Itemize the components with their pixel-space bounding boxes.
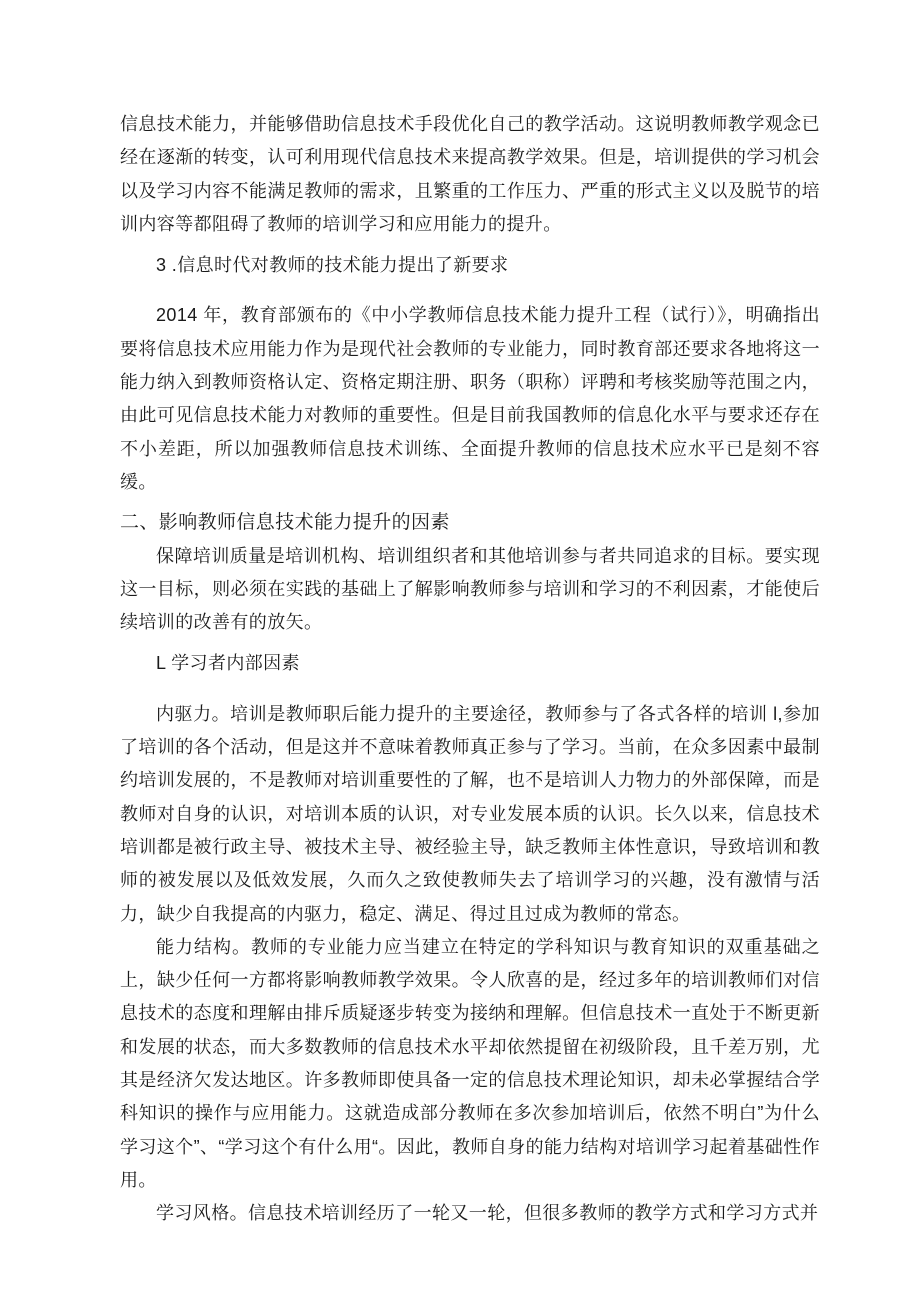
paragraph-2014-policy: 2014 年，教育部颁布的《中小学教师信息技术能力提升工程（试行）》，明确指出要将信息技术应用能力作为是现代社会教师的专业能力，同时教育部还要求各地将这一能力纳入到教师资格认定、资格定期注册、职务（职称）评聘和考核奖励等范围之内，由此可见信息技术能力对教师的重要性。但是目前我国教师的信息化水平与要求还存在不小差距，所以加强教师信息技术训练、全面提升教师的信息技术应水平已是刻不容缓。 <box>120 305 820 492</box>
paragraph-learning-style: 学习风格。信息技术培训经历了一轮又一轮，但很多教师的教学方式和学习方式并 <box>156 1203 819 1224</box>
section-heading-2-factors: 二、影响教师信息技术能力提升的因素 <box>120 512 450 534</box>
document-body <box>120 0 820 1231</box>
heading-learner-internal-factors: L 学习者内部因素 <box>156 653 300 674</box>
paragraph-inner-drive: 内驱力。培训是教师职后能力提升的主要途径，教师参与了各式各样的培训 l,参加了培训的各个活动，但是这并不意味着教师真正参与了学习。当前，在众多因素中最制约培训发展的，不是教师对培训重要性的了解，也不是培训人力物力的外部保障，而是教师对自身的认识，对培训本质的认识，对专业发展本质的认识。长久以来，信息技术培训都是被行政主导、被技术主导、被经验主导，缺乏教师主体性意识，导致培训和教师的被发展以及低效发展，久而久之致使教师失去了培训学习的兴趣，没有激情与活力，缺少自我提高的内驱力，稳定、满足、得过且过成为教师的常态。 <box>120 703 820 924</box>
paragraph-training-quality: 保障培训质量是培训机构、培训组织者和其他培训参与者共同追求的目标。要实现这一目标，则必须在实践的基础上了解影响教师参与培训和学习的不利因素，才能使后续培训的改善有的放矢。 <box>120 545 820 633</box>
paragraph-ability-structure: 能力结构。教师的专业能力应当建立在特定的学科知识与教育知识的双重基础之上，缺少任何一方都将影响教师教学效果。令人欣喜的是，经过多年的培训教师们对信息技术的态度和理解由排斥质疑逐步转变为接纳和理解。但信息技术一直处于不断更新和发展的状态，而大多数教师的信息技术水平却依然提留在初级阶段，且千差万别，尤其是经济欠发达地区。许多教师即使具备一定的信息技术理论知识，却未必掌握结合学科知识的操作与应用能力。这就造成部分教师在多次参加培训后，依然不明白”为什么学习这个”、“学习这个有什么用“。因此，教师自身的能力结构对培训学习起着基础性作用。 <box>120 936 820 1190</box>
heading-3-info-age-requirements: 3 .信息时代对教师的技术能力提出了新要求 <box>156 255 509 276</box>
paragraph-continuation: 信息技术能力，并能够借助信息技术手段优化自己的教学活动。这说明教师教学观念已经在逐渐的转变，认可利用现代信息技术来提高教学效果。但是，培训提供的学习机会以及学习内容不能满足教师的需求，且繁重的工作压力、严重的形式主义以及脱节的培训内容等都阻碍了教师的培训学习和应用能力的提升。 <box>120 114 820 234</box>
